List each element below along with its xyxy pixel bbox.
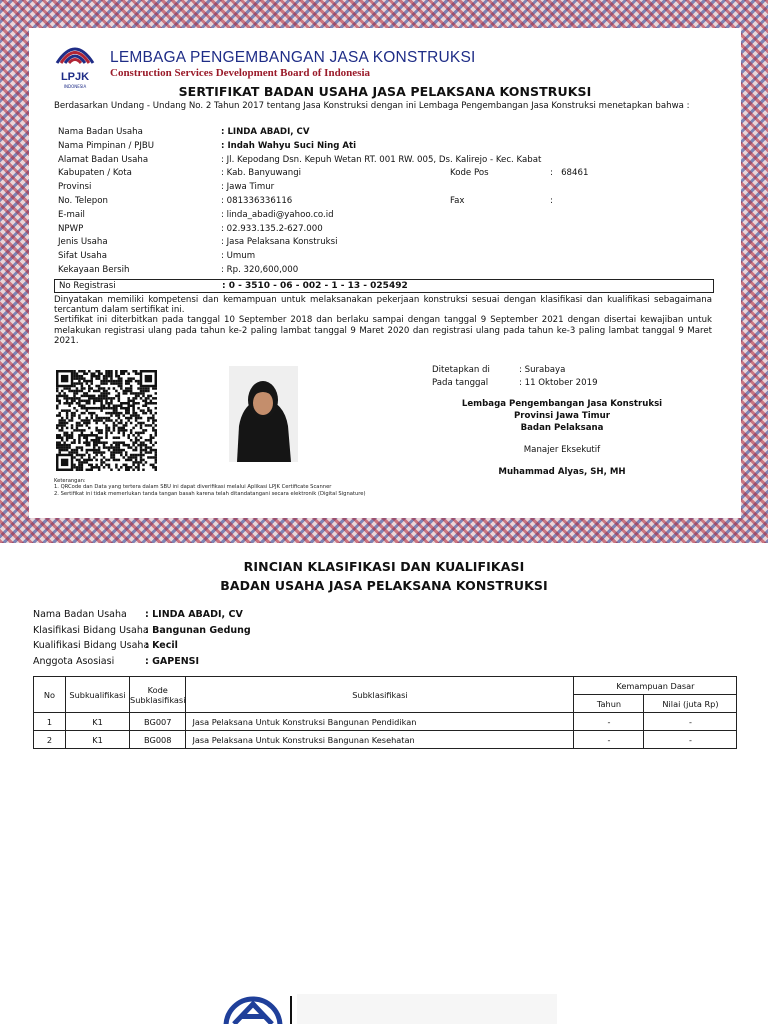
svg-text:LPJK: LPJK [60, 71, 90, 83]
lpjk-logo-icon [51, 33, 99, 91]
header-kemampuan: Kemampuan Dasar [574, 677, 737, 695]
signatory-org-3: Badan Pelaksana [520, 423, 604, 433]
certificate-notes: Keterangan: 1. QRCode dan Data yang tertera dalam SBU ini dapat diverifikasi melalui Aplikasi LPJK Certificate Scanner 2. Sertifikat ini tidak memerlukan tanda tangan basah karena telah ditandatangani secara elektronik (Digital Signature) [54, 478, 366, 497]
footer-divider [290, 996, 292, 1024]
value-nama-badan-usaha: : LINDA ABADI, CV [221, 127, 310, 137]
detail-title-2: BADAN USAHA JASA PELAKSANA KONSTRUKSI [220, 578, 548, 593]
field-telepon: No. Telepon : 081336336116 Fax : [54, 195, 719, 209]
issued-date-value: : 11 Oktober 2019 [519, 378, 598, 388]
signatory-block [422, 398, 702, 478]
certificate-statement [54, 295, 712, 346]
qr-code [56, 370, 157, 471]
header-kode: Kode Subklasifikasi [130, 677, 186, 713]
field-email: E-mail : linda_abadi@yahoo.co.id [58, 209, 334, 220]
table-row: 2 K1 BG008 Jasa Pelaksana Untuk Konstruksi Bangunan Kesehatan - - [34, 731, 737, 749]
field-sifat-usaha: Sifat Usaha : Umum [58, 251, 256, 262]
footer-panel [297, 994, 557, 1024]
signatory-name: Muhammad Alyas, SH, MH [498, 467, 626, 477]
certificate-body [29, 28, 741, 518]
header-no: No [34, 677, 66, 713]
certificate-intro: Berdasarkan Undang - Undang No. 2 Tahun 2017 tentang Jasa Konstruksi dengan ini Lembaga Pengembangan Jasa Konstruksi menetapkan bahwa : [54, 101, 690, 111]
table-row: 1 K1 BG007 Jasa Pelaksana Untuk Konstruksi Bangunan Pendidikan - - [34, 713, 737, 731]
signatory-org-1: Lembaga Pengembangan Jasa Konstruksi [461, 399, 663, 409]
field-alamat: Alamat Badan Usaha : Jl. Kepodang Dsn. Kepuh Wetan RT. 001 RW. 005, Ds. Kalirejo - Kec. Kabat [58, 154, 542, 165]
field-no-registrasi: No Registrasi : 0 - 3510 - 06 - 002 - 1 - 13 - 025492 [54, 279, 714, 293]
org-name: LEMBAGA PENGEMBANGAN JASA KONSTRUKSI [110, 49, 476, 66]
field-kabupaten: Kabupaten / Kota : Kab. Banyuwangi Kode Pos : 68461 [54, 167, 719, 181]
svg-text:INDONESIA: INDONESIA [63, 84, 87, 89]
company-fields [54, 126, 719, 293]
field-provinsi: Provinsi : Jawa Timur [58, 182, 275, 193]
field-jenis-usaha: Jenis Usaha : Jasa Pelaksana Konstruksi [58, 237, 338, 248]
field-nama-pimpinan: Nama Pimpinan / PJBU : Indah Wahyu Suci Ning Ati [58, 140, 357, 151]
certificate-title: SERTIFIKAT BADAN USAHA JASA PELAKSANA KONSTRUKSI [178, 84, 592, 99]
label-kode-pos: Kode Pos [450, 168, 489, 179]
value-kode-pos: : 68461 [550, 168, 589, 179]
header-nilai: Nilai (juta Rp) [644, 695, 737, 713]
signatory-org-2: Provinsi Jawa Timur [513, 411, 610, 421]
holder-photo [229, 366, 298, 462]
header-subklasifikasi: Subklasifikasi [186, 677, 574, 713]
statement-competence: Dinyatakan memiliki kompetensi dan kemampuan untuk melaksanakan pekerjaan konstruksi sesuai dengan klasifikasi dan kualifikasi sebagaimana tercantum dalam sertifikat ini. [54, 295, 712, 316]
org-subtitle: Construction Services Development Board of Indonesia [110, 67, 371, 79]
issued-place-value: : Surabaya [519, 365, 566, 375]
statement-validity: Sertifikat ini diterbitkan pada tanggal 10 September 2018 dan berlaku sampai dengan tanggal 9 September 2021 dengan disertai kewajiban untuk melakukan registrasi ulang pada tahun ke-2 paling lambat tanggal 9 Maret 2020 dan registrasi ulang pada tahun ke-3 paling lambat tanggal 9 Maret 2021. [54, 315, 712, 346]
issued-place-label: Ditetapkan di [432, 365, 490, 375]
label-fax: Fax [450, 195, 465, 206]
detail-title-1: RINCIAN KLASIFIKASI DAN KUALIFIKASI [243, 559, 525, 574]
classification-table [33, 676, 737, 749]
value-fax: : [550, 195, 553, 206]
field-nama-badan-usaha: Nama Badan Usaha : LINDA ABADI, CV [54, 126, 719, 140]
table-header-row [34, 677, 737, 695]
field-npwp: NPWP : 02.933.135.2-627.000 [58, 223, 323, 234]
field-kekayaan-bersih: Kekayaan Bersih : Rp. 320,600,000 [58, 264, 299, 275]
association-logo-icon [220, 996, 286, 1024]
header-subkualifikasi: Subkualifikasi [66, 677, 130, 713]
signatory-position: Manajer Eksekutif [523, 445, 601, 455]
header-tahun: Tahun [574, 695, 644, 713]
issued-date-label: Pada tanggal [432, 378, 489, 388]
